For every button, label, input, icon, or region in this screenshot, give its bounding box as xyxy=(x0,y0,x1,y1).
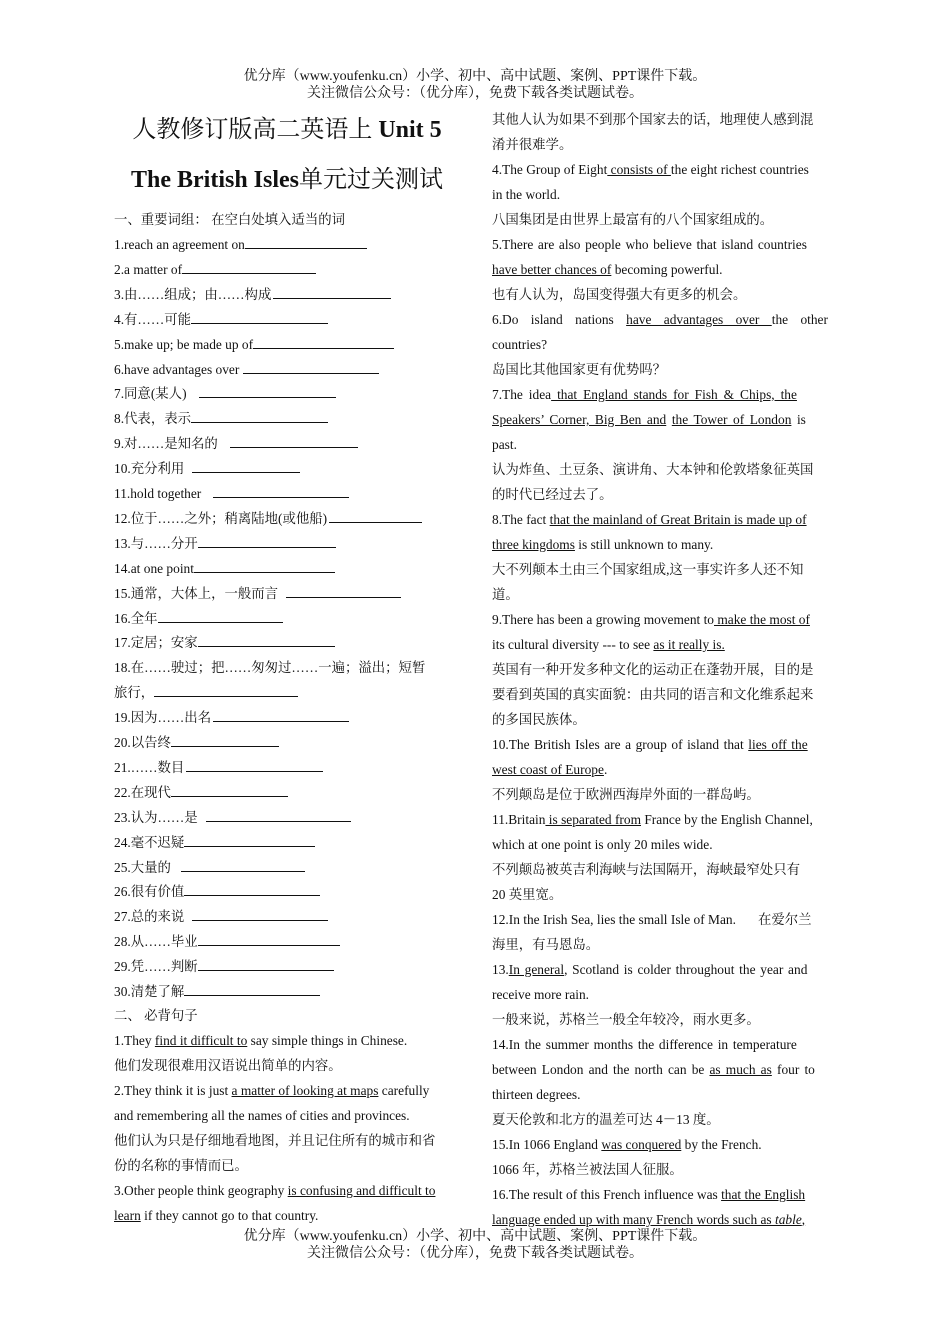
vocab-item-text: 11.hold together xyxy=(114,486,202,501)
vocab-item-text: 25.大量的 xyxy=(114,859,171,875)
sentence-7-cn-1: 认为炸鱼、土豆条、演讲角、大本钟和伦敦塔象征英国 xyxy=(492,462,814,477)
key-phrase: have better chances of xyxy=(492,262,612,277)
key-phrase: west coast of Europe xyxy=(492,762,604,777)
title-unit: Unit 5 xyxy=(378,117,442,143)
vocab-item xyxy=(114,780,288,805)
sentence-9: 9.There has been a growing movement to make the most of xyxy=(492,612,810,627)
answer-blank[interactable] xyxy=(198,957,334,971)
answer-blank[interactable] xyxy=(191,409,328,423)
answer-blank[interactable] xyxy=(230,434,358,448)
answer-blank[interactable] xyxy=(243,360,379,374)
sentence-7-cont: Speakers’ Corner, Big Ben and the Tower of London is xyxy=(492,412,806,427)
sentence-13-cn: 一般来说，苏格兰一般全年较冷，雨水更多。 xyxy=(492,1012,760,1027)
answer-blank[interactable] xyxy=(206,808,351,822)
sentence-15: 15.In 1066 England was conquered by the French. xyxy=(492,1137,762,1152)
sentence-6-cn: 岛国比其他国家更有优势吗？ xyxy=(492,362,667,377)
answer-blank[interactable] xyxy=(182,260,316,274)
sentence-11-cont: which at one point is only 20 miles wide. xyxy=(492,837,713,852)
vocab-item-text: 28.从……毕业 xyxy=(114,934,198,950)
answer-blank[interactable] xyxy=(171,783,288,797)
vocab-item xyxy=(114,630,335,655)
page-footer xyxy=(0,1228,950,1262)
key-phrase: language ended up with many French words such as table, xyxy=(492,1212,806,1227)
sentence-5: 5.There are also people who believe that island countries xyxy=(492,237,807,252)
sentence-2-cont: and remembering all the names of cities and provinces. xyxy=(114,1108,410,1123)
sentence-9-cont: its cultural diversity --- to see as it really is. xyxy=(492,637,725,652)
sentence-8-cn-1: 大不列颠本土由三个国家组成,这一事实许多人还不知 xyxy=(492,562,804,577)
vocab-item xyxy=(114,556,335,581)
vocab-item-text: 2.a matter of xyxy=(114,261,183,277)
answer-blank[interactable] xyxy=(184,882,320,896)
vocab-item-text: 13.与……分开 xyxy=(114,535,198,551)
key-phrase: lies off the xyxy=(748,737,808,752)
vocab-item xyxy=(114,232,367,257)
vocab-item-text: 24.毫不迟疑 xyxy=(114,834,185,850)
vocab-item xyxy=(114,332,394,357)
vocab-item-text: 1.reach an agreement on xyxy=(114,237,245,252)
answer-blank[interactable] xyxy=(253,335,394,349)
sentence-7: 7.The idea that England stands for Fish & Chips, the xyxy=(492,387,797,402)
vocab-item xyxy=(114,357,379,382)
answer-blank[interactable] xyxy=(198,633,335,647)
answer-blank[interactable] xyxy=(286,584,401,598)
sentence-9-cn-3: 的多国民族体。 xyxy=(492,712,586,727)
answer-blank[interactable] xyxy=(171,733,279,747)
sentence-5-cn: 也有人认为，岛国变得强大有更多的机会。 xyxy=(492,287,747,302)
key-phrase: three kingdoms xyxy=(492,537,575,552)
sentence-8: 8.The fact that the mainland of Great Britain is made up of xyxy=(492,512,807,527)
sentence-10-cn: 不列颠岛是位于欧洲西海岸外面的一群岛屿。 xyxy=(492,787,760,802)
vocab-item-text: 20.以告终 xyxy=(114,735,171,750)
key-phrase: is separated from xyxy=(545,812,641,827)
s3-cn-2: 淆并很难学。 xyxy=(492,137,573,152)
answer-blank[interactable] xyxy=(213,708,349,722)
sentence-4-cont: in the world. xyxy=(492,187,561,202)
vocab-item xyxy=(114,506,422,531)
key-phrase: as it really is. xyxy=(653,637,725,652)
vocab-item xyxy=(114,730,279,755)
vocab-item xyxy=(114,755,323,780)
sentence-14-cn: 夏天伦敦和北方的温差可达 4－13 度。 xyxy=(492,1112,720,1127)
sentence-1: 1.They find it difficult to say simple things in Chinese. xyxy=(114,1033,408,1048)
answer-blank[interactable] xyxy=(192,459,300,473)
footer-line-2: 关注微信公众号：（优分库），免费下载各类试题试卷。 xyxy=(307,1246,643,1261)
sentence-14-cont-2: thirteen degrees. xyxy=(492,1087,581,1102)
sentence-4: 4.The Group of Eight consists of the eight richest countries xyxy=(492,162,809,177)
vocab-item xyxy=(114,879,320,904)
answer-blank[interactable] xyxy=(199,384,336,398)
answer-blank[interactable] xyxy=(213,484,349,498)
sentence-9-cn-1: 英国有一种开发多种文化的运动正在蓬勃开展，目的是 xyxy=(492,662,814,677)
sentence-5-cont: have better chances of becoming powerful. xyxy=(492,262,723,277)
vocab-item-text: 16.全年 xyxy=(114,610,158,626)
answer-blank[interactable] xyxy=(184,833,315,847)
sentence-6-cont: countries? xyxy=(492,337,548,352)
sentence-4-cn: 八国集团是由世界上最富有的八个国家组成的。 xyxy=(492,212,774,227)
vocab-item xyxy=(114,531,336,556)
vocab-item xyxy=(114,680,298,705)
answer-blank[interactable] xyxy=(158,609,283,623)
sentence-13-cont: receive more rain. xyxy=(492,987,590,1002)
vocab-item xyxy=(114,606,283,631)
vocab-item xyxy=(114,456,300,481)
answer-blank[interactable] xyxy=(329,509,422,523)
vocab-item-text: 19.因为……出名 xyxy=(114,710,212,726)
vocab-item-text: 7.同意(某人) xyxy=(114,386,187,402)
vocab-item xyxy=(114,381,336,406)
page-header xyxy=(0,68,950,102)
key-phrase: In general xyxy=(508,962,565,977)
vocab-item xyxy=(114,929,340,954)
answer-blank[interactable] xyxy=(154,683,298,697)
vocab-item-text: 6.have advantages over xyxy=(114,361,240,377)
sentence-6: 6.Do island nations have advantages over the other xyxy=(492,312,828,327)
sentence-16: 16.The result of this French influence was that the English xyxy=(492,1187,806,1202)
header-line-2: 关注微信公众号：（优分库），免费下载各类试题试卷。 xyxy=(307,86,643,101)
answer-blank[interactable] xyxy=(181,858,305,872)
vocab-item xyxy=(114,855,305,880)
answer-blank[interactable] xyxy=(198,932,340,946)
sentence-2-cn-1: 他们认为只是仔细地看地图，并且记住所有的城市和省 xyxy=(114,1133,436,1148)
sentence-8-cn-2: 道。 xyxy=(492,587,519,602)
section1-heading: 一、重要词组： 在空白处填入适当的词 xyxy=(114,212,345,227)
vocab-item-text: 17.定居；安家 xyxy=(114,635,198,651)
sentence-2-cn-2: 份的名称的事情而已。 xyxy=(114,1158,248,1173)
vocab-item xyxy=(114,805,351,830)
answer-blank[interactable] xyxy=(194,559,335,573)
answer-blank[interactable] xyxy=(192,907,328,921)
sentence-8-cont: three kingdoms is still unknown to many. xyxy=(492,537,714,552)
key-phrase: find it difficult to xyxy=(154,1033,248,1048)
vocab-item-text: 4.有……可能 xyxy=(114,311,191,327)
key-phrase: make the most of xyxy=(714,612,810,627)
vocab-item-text: 8.代表，表示 xyxy=(114,411,191,427)
sentence-3-cont: learn if they cannot go to that country. xyxy=(114,1208,319,1223)
title-test: 单元过关测试 xyxy=(299,167,444,193)
sentence-11-cn-2: 20 英里宽。 xyxy=(492,887,563,902)
key-phrase: that the English xyxy=(721,1187,806,1202)
sentence-9-cn-2: 要看到英国的真实面貌：由共同的语言和文化维系起来 xyxy=(492,687,814,702)
sentence-11-cn-1: 不列颠岛被英吉利海峡与法国隔开，海峡最窄处只有 xyxy=(492,862,800,877)
answer-blank[interactable] xyxy=(191,310,328,324)
answer-blank[interactable] xyxy=(186,758,323,772)
vocab-item xyxy=(114,705,349,730)
sentence-14-cont: between London and the north can be as much as four to xyxy=(492,1062,815,1077)
vocab-item xyxy=(114,481,349,506)
vocab-item-text: 15.通常，大体上，一般而言 xyxy=(114,585,279,601)
vocab-item-text: 30.清楚了解 xyxy=(114,984,185,999)
sentence-11: 11.Britain is separated from France by the English Channel, xyxy=(492,812,813,827)
vocab-item xyxy=(114,406,328,431)
sentence-15-cn: 1066 年，苏格兰被法国人征服。 xyxy=(492,1162,683,1177)
vocab-item-text: 21.……数目 xyxy=(114,759,185,775)
title-topic: The British Isles xyxy=(130,167,300,193)
vocab-item xyxy=(114,655,425,680)
vocab-item-text: 5.make up; be made up of xyxy=(114,336,254,352)
vocab-item-text: 26.很有价值 xyxy=(114,884,185,900)
answer-blank[interactable] xyxy=(198,534,336,548)
title-line-1 xyxy=(114,110,460,150)
key-phrase: as much as xyxy=(709,1062,772,1077)
vocab-item xyxy=(114,830,315,855)
key-phrase: the Tower of London xyxy=(671,412,792,427)
sentence-14: 14.In the summer months the difference in temperature xyxy=(492,1037,797,1052)
vocab-item xyxy=(114,581,401,606)
header-line-1: 优分库（www.youfenku.cn）小学、初中、高中试题、案例、PPT课件下载。 xyxy=(243,69,707,84)
vocab-item-text: 22.在现代 xyxy=(114,784,171,800)
sentence-10: 10.The British Isles are a group of island that lies off the xyxy=(492,737,808,752)
key-phrase: a matter of looking at maps xyxy=(231,1083,379,1098)
key-phrase: Speakers’ Corner, Big Ben and xyxy=(492,412,667,427)
key-phrase: consists of xyxy=(607,162,671,177)
vocab-item xyxy=(114,979,320,1004)
key-phrase: learn xyxy=(114,1208,141,1223)
answer-blank[interactable] xyxy=(184,982,320,996)
answer-blank[interactable] xyxy=(273,285,391,299)
sentence-13: 13.In general, Scotland is colder throughout the year and xyxy=(492,962,808,977)
vocab-item-text: 3.由……组成；由……构成 xyxy=(114,286,272,302)
vocab-item-text: 29.凭……判断 xyxy=(114,959,198,975)
vocab-item xyxy=(114,431,358,456)
key-phrase: have advantages over xyxy=(626,312,772,327)
sentence-2: 2.They think it is just a matter of looking at maps carefully xyxy=(114,1083,430,1098)
vocab-item xyxy=(114,954,334,979)
title-cn: 人教修订版高二英语上 xyxy=(132,117,373,143)
key-phrase: that England stands for Fish & Chips, the xyxy=(551,387,797,402)
sentence-12-cn: 海里，有马恩岛。 xyxy=(492,937,600,952)
key-phrase: was conquered xyxy=(601,1137,682,1152)
vocab-item-text: 12.位于……之外；稍离陆地(或他船) xyxy=(114,510,328,526)
key-phrase: that the mainland of Great Britain is made up of xyxy=(549,512,807,527)
s3-cn-1: 其他人认为如果不到那个国家去的话，地理使人感到混 xyxy=(492,112,814,127)
title-line-2 xyxy=(100,160,474,200)
sentence-7-cn-2: 的时代已经过去了。 xyxy=(492,487,613,502)
sentence-7-cont-2: past. xyxy=(492,437,517,452)
vocab-item xyxy=(114,904,328,929)
vocab-item-text: 27.总的来说 xyxy=(114,909,185,925)
section2-heading: 二、 必背句子 xyxy=(114,1008,198,1023)
vocab-item-text: 23.认为……是 xyxy=(114,809,198,825)
sentence-3: 3.Other people think geography is confusing and difficult to xyxy=(114,1183,436,1198)
sentence-12: 12.In the Irish Sea, lies the small Isle of Man. 在爱尔兰 xyxy=(492,912,812,927)
sentence-1-cn: 他们发现很难用汉语说出简单的内容。 xyxy=(114,1058,342,1073)
sentence-10-cont: west coast of Europe. xyxy=(492,762,608,777)
vocab-item-text: 18.在……驶过；把……匆匆过……一遍；溢出；短暂 xyxy=(114,660,426,676)
vocab-item-text: 10.充分利用 xyxy=(114,461,185,477)
vocab-item xyxy=(114,257,316,282)
vocab-item-text: 14.at one point xyxy=(114,560,194,576)
vocab-item-text: 9.对……是知名的 xyxy=(114,436,218,452)
vocab-item xyxy=(114,307,328,332)
footer-line-1: 优分库（www.youfenku.cn）小学、初中、高中试题、案例、PPT课件下载。 xyxy=(243,1229,707,1244)
vocab-item-text: 旅行， xyxy=(114,685,155,701)
key-phrase: is confusing and difficult to xyxy=(287,1183,436,1198)
vocab-item xyxy=(114,282,391,307)
answer-blank[interactable] xyxy=(245,235,367,249)
